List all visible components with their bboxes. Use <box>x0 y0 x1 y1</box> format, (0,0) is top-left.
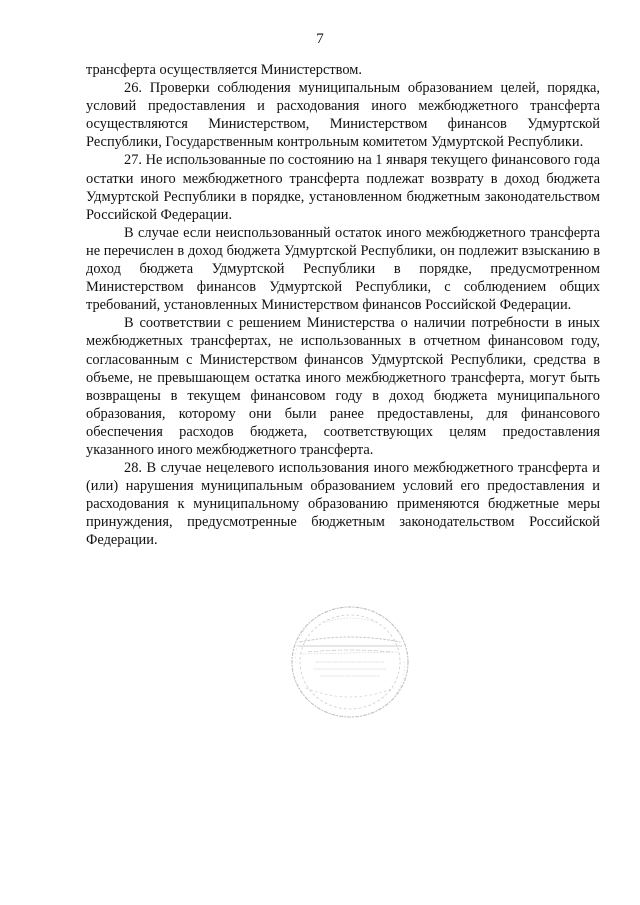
page-number: 7 <box>316 31 324 47</box>
round-seal-stamp-icon <box>286 602 414 722</box>
paragraph-continuation: трансферта осуществляется Министерством. <box>86 62 362 78</box>
paragraph-27-return-decision: В соответствии с решением Министерства о наличии потребности в иных межбюджетных трансфертах, не использованных в отчетном финансовом году, согласованным с Министерством финансов Удмуртской Республики, средства в объеме, не превышающем остатка иного межбюджетного трансферта, могут быть возвращены в текущем финансовом году в доход бюджета муниципального образования, которому они были ранее предоставлены, для финансового обеспечения расходов бюджета, соответствующих целям предоставления указанного иного межбюджетного трансферта. <box>86 315 600 458</box>
paragraph-27: 27. Не использованные по состоянию на 1 января текущего финансового года остатки иного межбюджетного трансферта подлежат возврату в доход бюджета Удмуртской Республики в порядке, установленном бюджетным законодательством Российской Федерации. <box>86 152 600 223</box>
document-body <box>86 61 600 550</box>
paragraph-27-unused-remainder: В случае если неиспользованный остаток иного межбюджетного трансферта не перечислен в доход бюджета Удмуртской Республики, он подлежит взысканию в доход бюджета Удмуртской Республики в порядке, предусмотренном Министерством финансов Удмуртской Республики, с соблюдением общих требований, установленных Министерством финансов Российской Федерации. <box>86 224 600 314</box>
paragraph-28: 28. В случае нецелевого использования иного межбюджетного трансферта и (или) нарушения муниципальным образованием условий его предоставления и расходования к муниципальному образованию применяются бюджетные меры принуждения, предусмотренные бюджетным законодательством Российской Федерации. <box>86 460 600 549</box>
paragraph-26: 26. Проверки соблюдения муниципальным образованием целей, порядка, условий предоставления и расходования иного межбюджетного трансферта осуществляются Министерством, Министерством финансов Удмуртской Республики, Государственным контрольным комитетом Удмуртской Республики. <box>86 80 600 151</box>
stamp-graphic <box>286 602 414 722</box>
